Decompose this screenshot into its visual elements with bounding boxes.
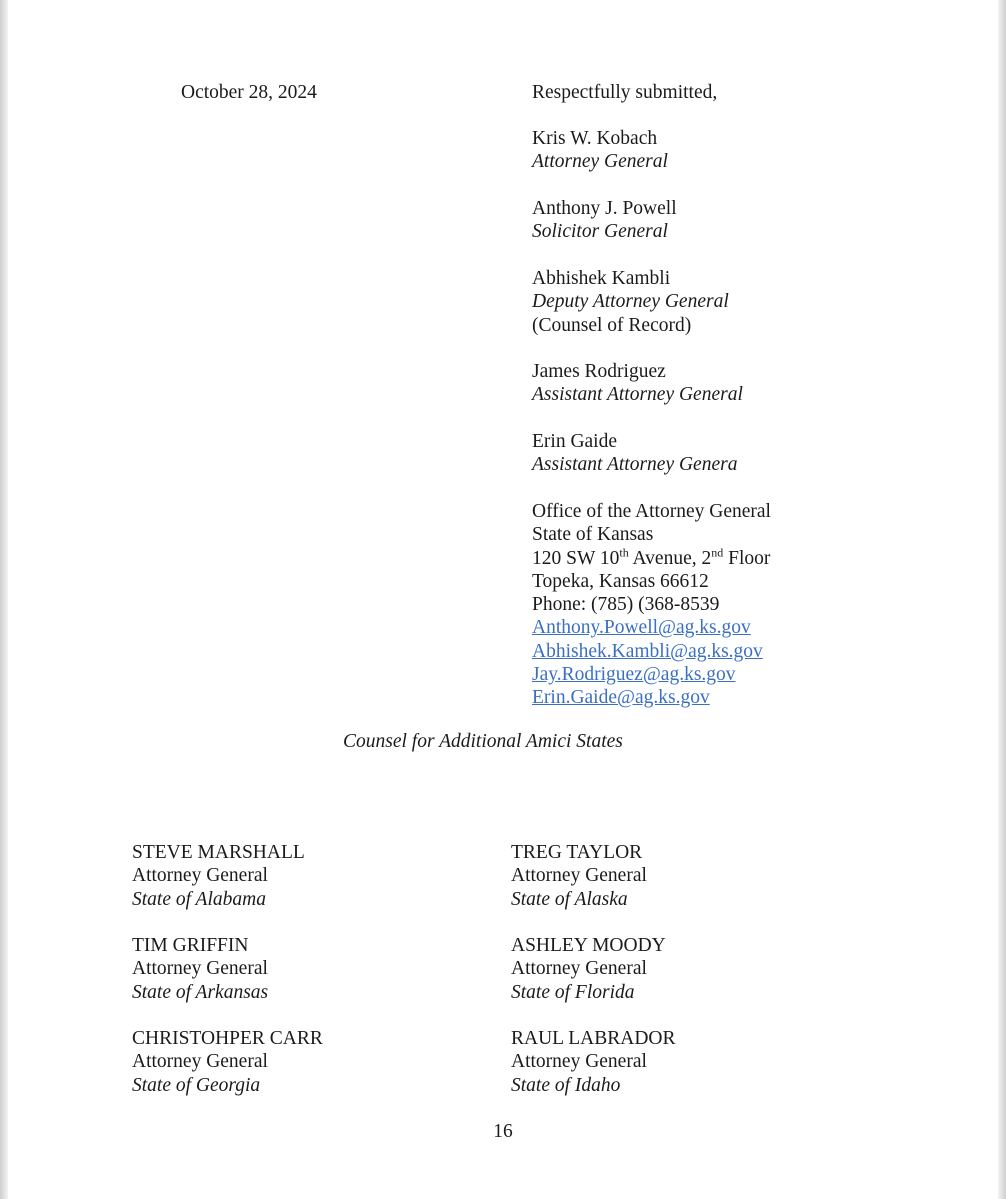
office-street [532, 547, 771, 570]
ag-state: State of Arkansas [132, 981, 269, 1003]
street-part: Avenue, 2 [628, 547, 712, 569]
ag-block [132, 1027, 323, 1097]
email-link[interactable]: Abhishek.Kambli@ag.ks.gov [532, 640, 763, 662]
ag-name: RAUL LABRADOR [511, 1028, 676, 1049]
email-link[interactable]: Jay.Rodriguez@ag.ks.gov [532, 664, 736, 686]
ordinal-suffix: th [619, 545, 629, 560]
signatory-title: Attorney General [532, 151, 668, 173]
ag-title: Attorney General [511, 958, 647, 980]
signature-block [532, 430, 737, 477]
ag-name: ASHLEY MOODY [511, 935, 666, 956]
signature-block [532, 267, 729, 337]
ag-state: State of Idaho [511, 1074, 621, 1096]
street-part: Floor [723, 547, 771, 569]
email-link[interactable]: Anthony.Powell@ag.ks.gov [532, 617, 751, 639]
office-state: State of Kansas [532, 524, 654, 546]
signature-block [532, 197, 677, 244]
counsel-line: Counsel for Additional Amici States [343, 731, 623, 752]
signatory-name: Anthony J. Powell [532, 198, 677, 219]
signatory-title: Solicitor General [532, 221, 668, 243]
signatory-title: Deputy Attorney General [532, 291, 729, 313]
office-name: Office of the Attorney General [532, 501, 771, 522]
office-address-block [532, 500, 771, 710]
email-link[interactable]: Erin.Gaide@ag.ks.gov [532, 687, 710, 709]
ag-block [132, 841, 305, 911]
signatory-name: James Rodriguez [532, 361, 666, 382]
ag-name: TIM GRIFFIN [132, 935, 249, 956]
signatory-name: Abhishek Kambli [532, 268, 671, 289]
office-phone: Phone: (785) (368-8539 [532, 594, 720, 616]
closing-line: Respectfully submitted, [532, 82, 718, 103]
ag-title: Attorney General [511, 1051, 647, 1073]
ag-title: Attorney General [132, 1051, 268, 1073]
filing-date: October 28, 2024 [181, 82, 317, 103]
page-edge-right [998, 0, 1006, 1199]
signature-block [532, 360, 743, 407]
ag-state: State of Alaska [511, 888, 628, 910]
signatory-name: Erin Gaide [532, 431, 618, 452]
street-part: 120 SW 10 [532, 547, 620, 569]
ordinal-suffix: nd [711, 545, 724, 560]
ag-name: STEVE MARSHALL [132, 842, 305, 863]
signatory-note: (Counsel of Record) [532, 314, 692, 336]
office-city: Topeka, Kansas 66612 [532, 570, 709, 592]
ag-name: CHRISTOHPER CARR [132, 1028, 323, 1049]
ag-block [511, 1027, 676, 1097]
ag-title: Attorney General [132, 865, 268, 887]
signature-block [532, 127, 668, 174]
signatory-name: Kris W. Kobach [532, 128, 658, 149]
ag-title: Attorney General [132, 958, 268, 980]
ag-state: State of Georgia [132, 1074, 261, 1096]
ag-state: State of Florida [511, 981, 635, 1003]
ag-block [511, 934, 666, 1004]
ag-title: Attorney General [511, 865, 647, 887]
signatory-title: Assistant Attorney Genera [532, 454, 738, 476]
ag-state: State of Alabama [132, 888, 266, 910]
ag-name: TREG TAYLOR [511, 842, 643, 863]
ag-block [511, 841, 647, 911]
signatory-title: Assistant Attorney General [532, 384, 743, 406]
page-number: 16 [493, 1121, 513, 1142]
ag-block [132, 934, 268, 1004]
page-edge-left [0, 0, 8, 1199]
